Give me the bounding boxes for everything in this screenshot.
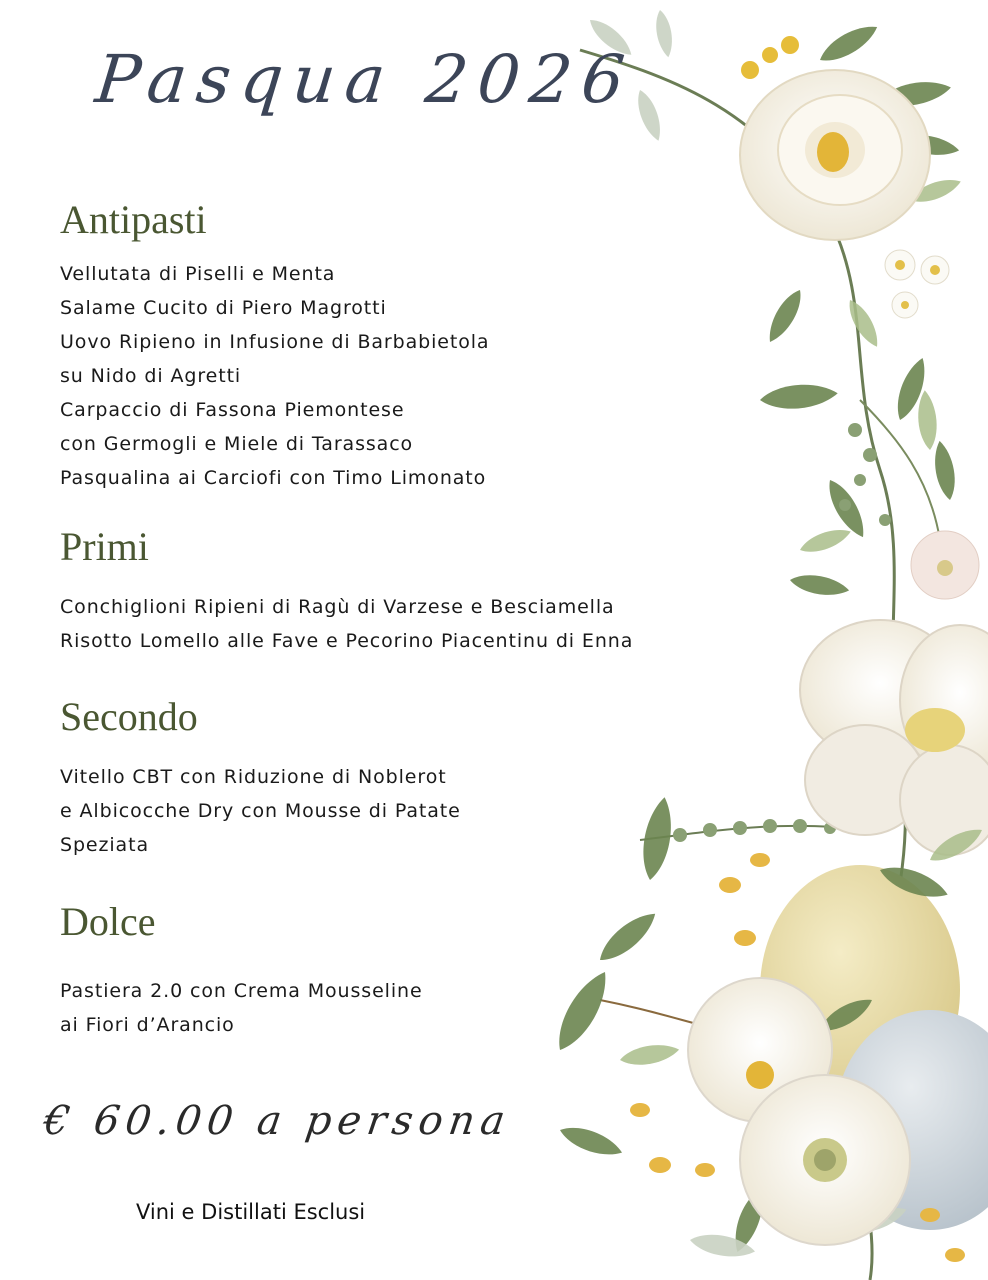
list-item: su Nido di Agretti [60,365,242,387]
list-item: Vellutata di Piselli e Menta [60,263,336,285]
list-item: Pasqualina ai Carciofi con Timo Limonato [60,467,487,489]
list-item: Uovo Ripieno in Infusione di Barbabietola [60,331,490,353]
list-item: Risotto Lomello alle Fave e Pecorino Piacentinu di Enna [60,630,634,652]
drinks-excluded-note: Vini e Distillati Esclusi [136,1200,366,1224]
list-item: Pastiera 2.0 con Crema Mousseline [60,980,423,1002]
dolce-list [60,974,423,1042]
list-item: Conchiglioni Ripieni di Ragù di Varzese e Besciamella [60,596,615,618]
section-heading-primi: Primi [60,524,149,569]
price-per-person: € 60.00 a persona [40,1098,514,1144]
list-item: Carpaccio di Fassona Piemontese [60,399,405,421]
list-item: Speziata [60,834,149,856]
menu-title: Pasqua 2026 [92,41,638,118]
list-item: e Albicocche Dry con Mousse di Patate [60,800,461,822]
list-item: ai Fiori d’Arancio [60,1014,235,1036]
section-heading-secondo: Secondo [60,694,198,739]
primi-list [60,590,633,658]
list-item: Salame Cucito di Piero Magrotti [60,297,387,319]
antipasti-list [60,257,489,495]
section-heading-antipasti: Antipasti [60,197,207,242]
secondo-list [60,760,461,862]
list-item: con Germogli e Miele di Tarassaco [60,433,414,455]
section-heading-dolce: Dolce [60,899,156,944]
list-item: Vitello CBT con Riduzione di Noblerot [60,766,447,788]
